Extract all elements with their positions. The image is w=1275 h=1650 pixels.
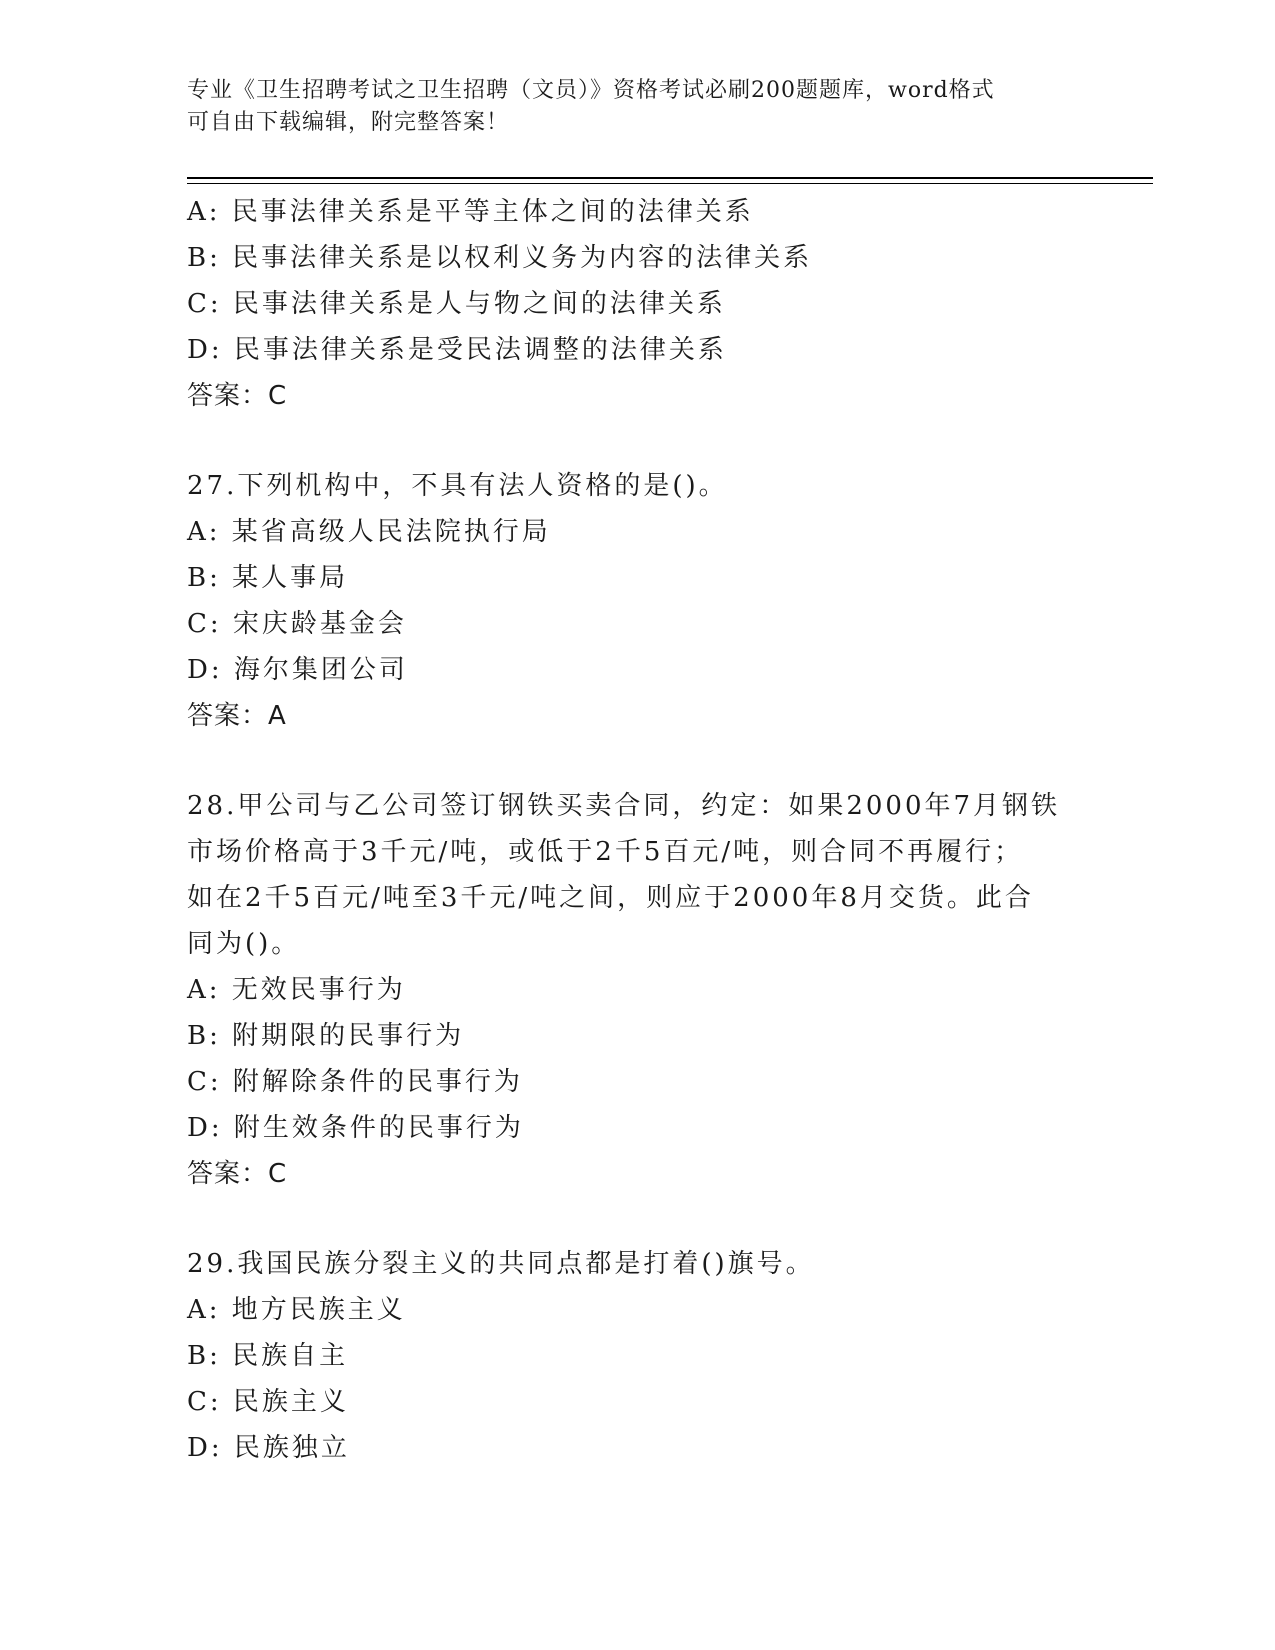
option-c: C: 附解除条件的民事行为	[187, 1067, 523, 1097]
option-a: A: 民事法律关系是平等主体之间的法律关系	[187, 197, 754, 227]
header-line-2: 可自由下载编辑，附完整答案！	[187, 110, 510, 135]
question-text-line-3: 如在2千5百元/吨至3千元/吨之间，则应于2000年8月交货。此合	[187, 883, 1034, 913]
question-text-line-1: 28.甲公司与乙公司签订钢铁买卖合同，约定：如果2000年7月钢铁	[187, 791, 1061, 821]
option-b: B: 民族自主	[187, 1341, 349, 1371]
header-rule-thin	[187, 183, 1153, 184]
option-a: A: 某省高级人民法院执行局	[187, 517, 551, 547]
option-d: D: 民事法律关系是受民法调整的法律关系	[187, 335, 727, 365]
question-block-28	[187, 783, 1087, 1197]
answer-line: 答案：C	[187, 381, 288, 411]
question-block-29	[187, 1241, 1087, 1471]
question-text-line-4: 同为()。	[187, 929, 301, 959]
question-text: 29.我国民族分裂主义的共同点都是打着()旗号。	[187, 1249, 815, 1279]
option-b: B: 附期限的民事行为	[187, 1021, 465, 1051]
option-a: A: 地方民族主义	[187, 1295, 406, 1325]
option-d: D: 海尔集团公司	[187, 655, 408, 685]
question-text: 27.下列机构中，不具有法人资格的是()。	[187, 471, 728, 501]
option-d: D: 民族独立	[187, 1433, 350, 1463]
option-c: C: 民事法律关系是人与物之间的法律关系	[187, 289, 726, 319]
header-rule-thick	[187, 177, 1153, 179]
option-a: A: 无效民事行为	[187, 975, 406, 1005]
question-list	[187, 189, 1087, 1471]
option-c: C: 民族主义	[187, 1387, 349, 1417]
question-block-27	[187, 463, 1087, 739]
document-header	[187, 75, 1067, 139]
header-line-1: 专业《卫生招聘考试之卫生招聘（文员）》资格考试必刷200题题库，word格式	[187, 78, 995, 103]
option-c: C: 宋庆龄基金会	[187, 609, 407, 639]
answer-line: 答案：C	[187, 1159, 288, 1189]
option-b: B: 某人事局	[187, 563, 349, 593]
option-d: D: 附生效条件的民事行为	[187, 1113, 524, 1143]
answer-line: 答案：A	[187, 701, 287, 731]
question-text-line-2: 市场价格高于3千元/吨，或低于2千5百元/吨，则合同不再履行；	[187, 837, 1024, 867]
option-b: B: 民事法律关系是以权利义务为内容的法律关系	[187, 243, 813, 273]
question-block-26	[187, 189, 1087, 419]
